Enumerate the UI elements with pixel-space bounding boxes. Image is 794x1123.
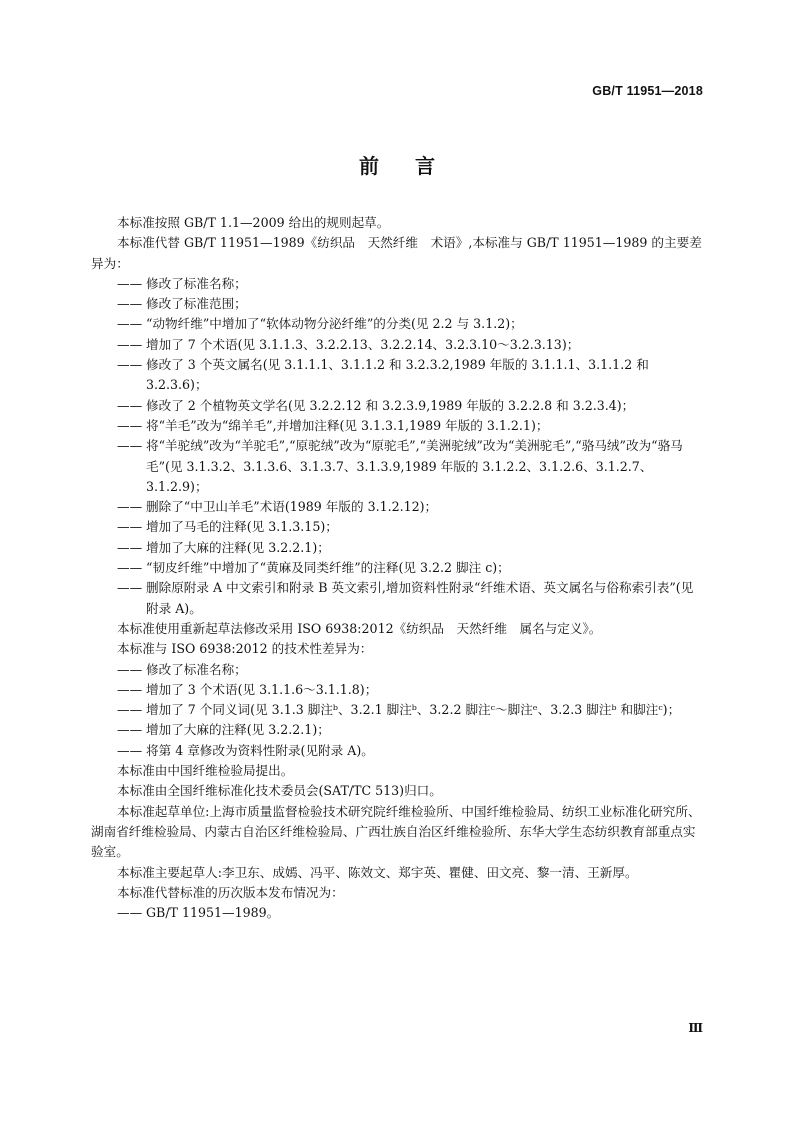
list-dash: —— (117, 397, 143, 413)
list-item-text: 删除原附录 A 中文索引和附录 B 英文索引,增加资料性附录“纤维术语、英文属名与俗称索引表”(见附录 A)。 (146, 580, 694, 616)
paragraph: 本标准与 ISO 6938:2012 的技术性差异为： (117, 641, 373, 657)
list-dash: —— (117, 560, 143, 576)
paragraph: 本标准起草单位:上海市质量监督检验技术研究院纤维检验所、中国纤维检验局、纺织工业标准化研究所、湖南省纤维检验局、内蒙古自治区纤维检验局、广西壮族自治区纤维检验所、东华大学生态纺织教育部重点实验室。 (91, 803, 701, 860)
list-dash: —— (117, 417, 143, 433)
list-item-text: “韧皮纤维”中增加了“黄麻及同类纤维”的注释(见 3.2.2 脚注 c)； (146, 560, 510, 576)
paragraph: 本标准由中国纤维检验局提出。 (117, 763, 294, 779)
list-item (91, 700, 705, 720)
list-item-text: 修改了标准名称； (146, 275, 247, 291)
page-number: Ⅲ (688, 1021, 703, 1035)
list-dash: —— (117, 296, 143, 312)
paragraph: 本标准代替 GB/T 11951—1989《纺织品 天然纤维 术语》,本标准与 GB/T 11951—1989 的主要差异为： (91, 235, 702, 271)
paragraph: 本标准使用重新起草法修改采用 ISO 6938:2012《纺织品 天然纤维 属名与定义》。 (117, 620, 602, 636)
list-item (91, 517, 705, 537)
list-item-text: 增加了 3 个术语(见 3.1.1.6～3.1.1.8)； (146, 681, 378, 697)
paragraph: 本标准按照 GB/T 1.1—2009 给出的规则起草。 (117, 215, 390, 230)
list-dash: —— (117, 722, 143, 738)
standard-code: GB/T 11951—2018 (592, 84, 703, 98)
list-dash: —— (117, 742, 143, 758)
list-item-text: 修改了 3 个英文属名(见 3.1.1.1、3.1.1.2 和 3.2.3.2,1989 年版的 3.1.1.1、3.1.1.2 和 3.2.3.6)； (146, 357, 649, 393)
list-dash: —— (117, 519, 143, 535)
paragraph: 本标准由全国纤维标准化技术委员会(SAT/TC 513)归口。 (117, 783, 442, 799)
list-dash: —— (117, 499, 143, 515)
list-item-text: 增加了大麻的注释(见 3.2.2.1)； (146, 539, 330, 555)
list-dash: —— (117, 316, 143, 332)
list-item (91, 741, 705, 761)
list-dash: —— (117, 438, 143, 454)
list-item (91, 294, 705, 314)
page-title: 前言 (359, 154, 471, 178)
list-item-text: 修改了标准范围； (146, 296, 247, 312)
list-item-text: 增加了马毛的注释(见 3.1.3.15)； (146, 519, 338, 535)
list-item (91, 578, 705, 619)
list-item-text: 将第 4 章修改为资料性附录(见附录 A)。 (146, 742, 374, 758)
list-dash: —— (117, 539, 143, 555)
list-item (91, 497, 705, 517)
list-item (91, 680, 705, 700)
list-item (91, 416, 705, 436)
list-dash: —— (117, 905, 143, 921)
list-item-text: 修改了 2 个植物英文学名(见 3.2.2.12 和 3.2.3.9,1989 年版的 3.2.2.8 和 3.2.3.4)； (146, 397, 635, 413)
list-item-text: 增加了大麻的注释(见 3.2.2.1)； (146, 722, 330, 738)
list-dash: —— (117, 275, 143, 291)
list-item (91, 396, 705, 416)
list-item (91, 538, 705, 558)
list-item (91, 903, 705, 923)
list-item-text: GB/T 11951—1989。 (146, 905, 280, 921)
list-item-text: 将“羊驼绒”改为“羊驼毛”,“原驼绒”改为“原驼毛”,“美洲驼绒”改为“美洲驼毛”,“骆马绒”改为“骆马毛”(见 3.1.3.2、3.1.3.6、3.1.3.7、3.1.3.9,1989 年版的 3.1.2.2、3.1.2.6、3.1.2.7、3.1.2.9)； (146, 438, 683, 494)
list-dash: —— (117, 580, 143, 596)
paragraph: 本标准代替标准的历次版本发布情况为： (117, 884, 344, 900)
list-dash: —— (117, 357, 143, 373)
list-item-text: 增加了 7 个术语(见 3.1.1.3、3.2.2.13、3.2.2.14、3.2.3.10～3.2.3.13)； (146, 336, 580, 352)
list-item-text: 增加了 7 个同义词(见 3.1.3 脚注ᵇ、3.2.1 脚注ᵇ、3.2.2 脚注ᶜ～脚注ᵉ、3.2.3 脚注ᵇ 和脚注ᶜ)； (146, 702, 681, 718)
list-item (91, 274, 705, 294)
list-item-text: “动物纤维”中增加了“软体动物分泌纤维”的分类(见 2.2 与 3.1.2)； (146, 316, 523, 332)
list-item (91, 355, 705, 396)
list-item (91, 660, 705, 680)
document-body (91, 213, 705, 923)
list-item (91, 436, 705, 497)
list-item (91, 720, 705, 740)
list-item (91, 314, 705, 334)
list-item-text: 删除了“中卫山羊毛”术语(1989 年版的 3.1.2.12)； (146, 499, 438, 515)
list-item-text: 将“羊毛”改为“绵羊毛”,并增加注释(见 3.1.3.1,1989 年版的 3.1.2.1)； (146, 417, 549, 433)
list-item-text: 修改了标准名称； (146, 661, 247, 677)
paragraph: 本标准主要起草人:李卫东、成嫣、冯平、陈效文、郑宇英、瞿健、田文亮、黎一清、王新厚。 (117, 864, 638, 880)
list-item (91, 335, 705, 355)
list-dash: —— (117, 336, 143, 352)
list-dash: —— (117, 681, 143, 697)
list-dash: —— (117, 702, 143, 718)
list-item (91, 558, 705, 578)
list-dash: —— (117, 661, 143, 677)
